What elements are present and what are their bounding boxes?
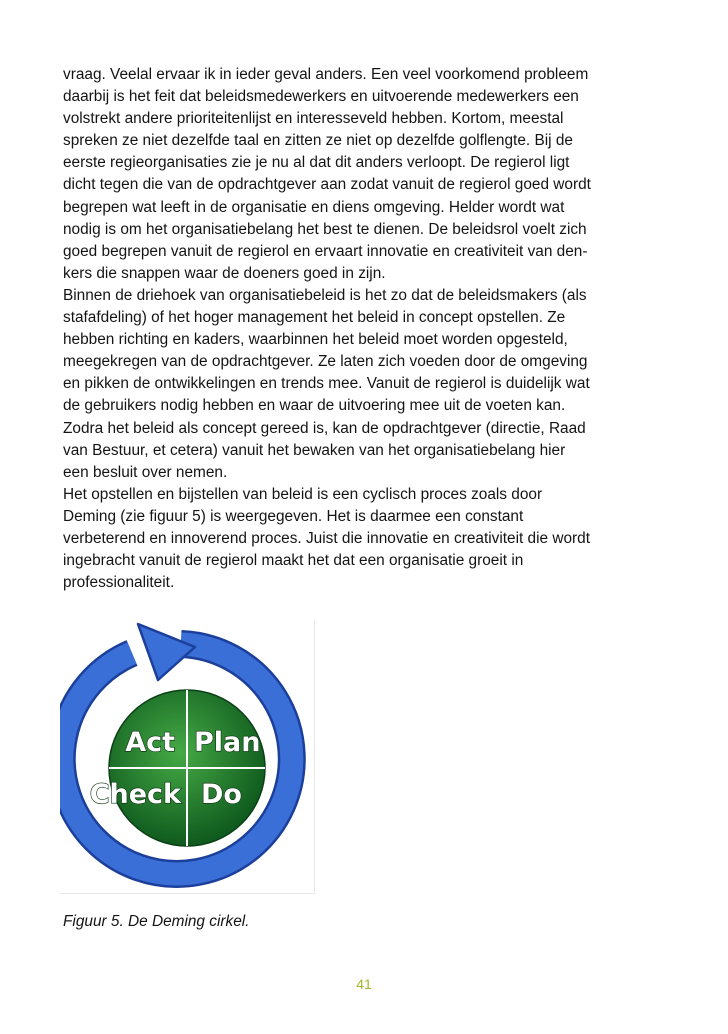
body-line: Het opstellen en bijstellen van beleid is een cyclisch proces zoals door [63, 485, 543, 503]
page-number: 41 [356, 976, 372, 992]
deming-cycle-figure [60, 620, 315, 894]
body-line: stafafdeling) of het hoger management het beleid in concept opstellen. Ze [63, 309, 566, 327]
quadrant-label-check: Check [89, 779, 181, 810]
body-line: Binnen de driehoek van organisatiebeleid is het zo dat de beleidsmakers (als [63, 286, 587, 304]
body-line: daarbij is het feit dat beleidsmedewerkers en uitvoerende medewerkers een [63, 88, 579, 106]
body-line: en pikken de ontwikkelingen en trends mee. Vanuit de regierol is duidelijk wat [63, 375, 590, 393]
body-line: ingebracht vanuit de regierol maakt het dat een organisatie groeit in [63, 552, 524, 570]
body-line: Zodra het beleid als concept gereed is, kan de opdrachtgever (directie, Raad [63, 419, 586, 437]
body-line: dicht tegen die van de opdrachtgever aan zodat vanuit de regierol goed wordt [63, 176, 591, 194]
body-line: de gebruikers nodig hebben en waar de uitvoering mee uit de voeten kan. [63, 397, 566, 415]
body-line: vraag. Veelal ervaar ik in ieder geval anders. Een veel voorkomend probleem [63, 66, 589, 83]
body-line: professionaliteit. [63, 574, 175, 592]
body-line: eerste regieorganisaties zie je nu al dat dit anders verloopt. De regierol ligt [63, 154, 570, 172]
body-line: hebben richting en kaders, waarbinnen het beleid moet worden opgesteld, [63, 331, 568, 349]
body-line: spreken ze niet dezelfde taal en zitten ze niet op dezelfde golflengte. Bij de [63, 132, 573, 150]
body-line: volstrekt andere prioriteitenlijst en interesseveld hebben. Kortom, meestal [63, 110, 564, 128]
body-text [63, 64, 675, 594]
body-line: Deming (zie figuur 5) is weergegeven. Het is daarmee een constant [63, 507, 524, 525]
deming-cycle-diagram [60, 620, 314, 893]
body-line: meegekregen van de opdrachtgever. Ze laten zich voeden door de omgeving [63, 353, 588, 371]
body-line: begrepen wat leeft in de organisatie en diens omgeving. Helder wordt wat [63, 198, 565, 216]
body-line: verbeterend en innoverend proces. Juist die innovatie en creativiteit die wordt [63, 529, 591, 547]
quadrant-label-plan: Plan [194, 727, 261, 758]
body-line: goed begrepen vanuit de regierol en ervaart innovatie en creativiteit van den- [63, 242, 588, 260]
quadrant-label-act: Act [125, 727, 175, 758]
body-line: een besluit over nemen. [63, 463, 228, 481]
quadrant-label-do: Do [201, 779, 242, 810]
figure-caption: Figuur 5. De Deming cirkel. [63, 913, 250, 930]
body-line: van Bestuur, et cetera) vanuit het bewaken van het organisatiebelang hier [63, 441, 566, 459]
body-line: kers die snappen waar de doeners goed in zijn. [63, 264, 386, 282]
body-line: nodig is om het organisatiebelang het best te dienen. De beleidsrol voelt zich [63, 220, 587, 238]
